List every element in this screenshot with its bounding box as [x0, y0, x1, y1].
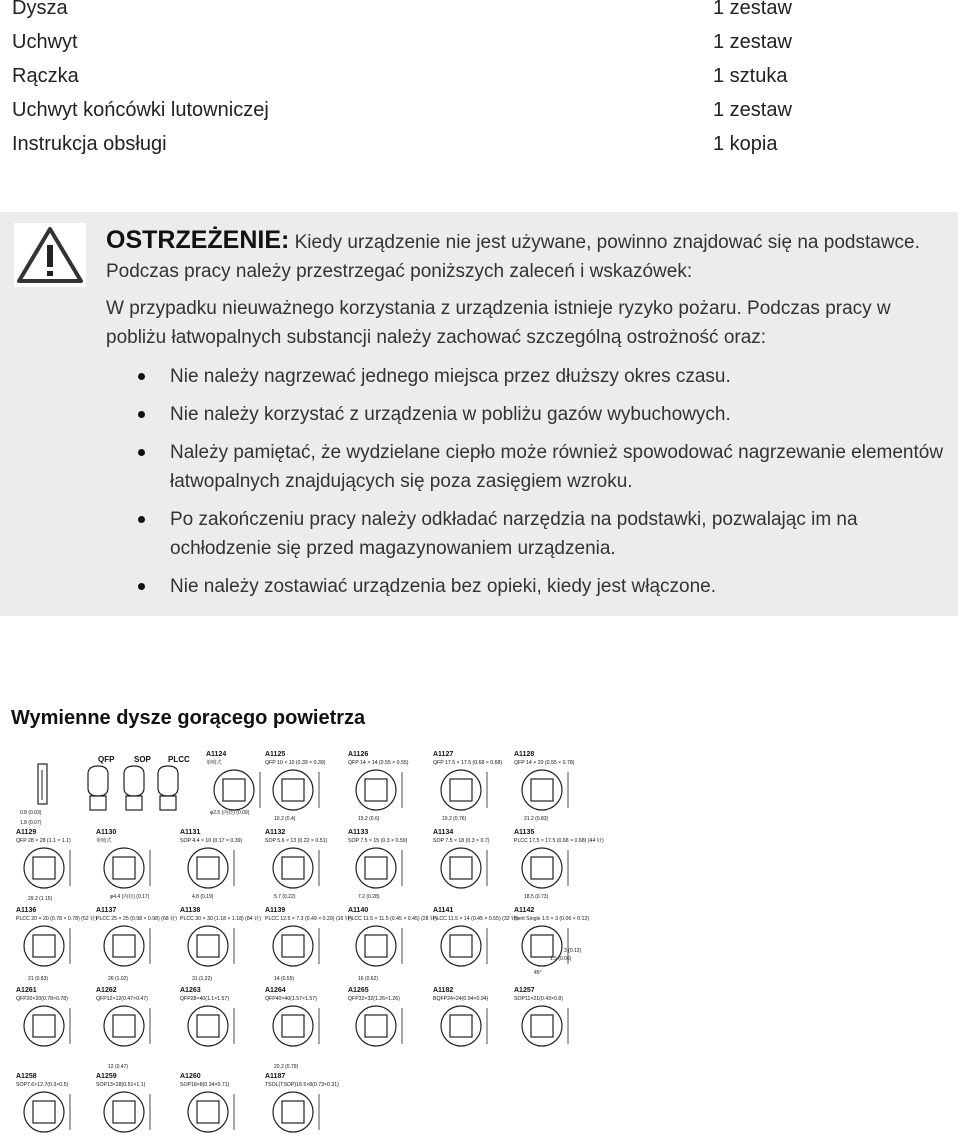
warning-box: [0, 212, 958, 616]
nozzle-model-description: SOP 7.5 × 15 (0.3 × 0.59): [348, 838, 408, 844]
nozzle-opening-drawing: [365, 857, 387, 879]
dimension-label: 5.7 (0.22): [274, 894, 296, 900]
dimension-label: 31 (1.22): [192, 976, 213, 982]
nozzle-opening-drawing: [197, 1015, 219, 1037]
nozzle-outline-drawing: [104, 1092, 144, 1132]
nozzle-outline-drawing: [188, 1006, 228, 1046]
nozzle-model-code: A1133: [348, 829, 369, 836]
nozzle-model-description: SOP18×8(0.34×0.71): [180, 1082, 230, 1088]
nozzle-opening-drawing: [365, 935, 387, 957]
nozzle-outline-drawing: [273, 848, 313, 888]
bullet-dot-icon: [138, 583, 145, 590]
nozzle-model-code: A1137: [96, 907, 117, 914]
warning-bullet-list: [138, 362, 948, 610]
nozzle-outline-drawing: [104, 1006, 144, 1046]
nozzle-opening-drawing: [223, 779, 245, 801]
nozzle-model-code: A1127: [433, 751, 454, 758]
nozzle-model-description: BQFP24×24(0.94×0.94): [433, 996, 489, 1002]
nozzle-outline-drawing: [356, 848, 396, 888]
item-name: Instrukcja obsługi: [12, 133, 167, 155]
nozzle-outline-drawing: [273, 926, 313, 966]
nozzle-opening-drawing: [33, 857, 55, 879]
nozzle-opening-drawing: [113, 1015, 135, 1037]
dimension-label: 15.2 (0.6): [358, 816, 380, 822]
bullet-dot-icon: [138, 516, 145, 523]
dimension-label: 29.2 (1.15): [28, 896, 53, 902]
nozzle-model-description: PLCC 25 × 25 (0.98 × 0.98) (68 针): [96, 916, 178, 922]
bullet-item: Nie należy zostawiać urządzenia bez opieki, kiedy jest włączone.: [138, 572, 948, 601]
nozzle-outline-drawing: [356, 1006, 396, 1046]
nozzle-opening-drawing: [365, 779, 387, 801]
nozzle-outline-drawing: [522, 770, 562, 810]
nozzle-opening-drawing: [531, 779, 553, 801]
nozzle-model-code: A1182: [433, 987, 454, 994]
item-name: Rączka: [12, 65, 79, 87]
dimension-label: 1.8 (0.07): [20, 820, 42, 826]
nozzle-model-description: QFP 14 × 20 (0.55 × 0.78): [514, 760, 575, 766]
nozzle-model-description: 单喷式: [96, 838, 112, 844]
nozzle-model-code: A1130: [96, 829, 117, 836]
nozzle-outline-drawing: [441, 848, 481, 888]
nozzle-body-drawing: [158, 766, 178, 796]
nozzle-opening-drawing: [450, 779, 472, 801]
section-title-nozzles: Wymienne dysze gorącego powietrza: [11, 707, 366, 729]
nozzle-model-code: A1142: [514, 907, 535, 914]
dimension-label: 21.2 (0.83): [524, 816, 549, 822]
nozzle-opening-drawing: [197, 935, 219, 957]
nozzle-outline-drawing: [441, 926, 481, 966]
nozzle-body-drawing: [88, 766, 108, 796]
nozzle-opening-drawing: [282, 1015, 304, 1037]
nozzle-opening-drawing: [33, 1015, 55, 1037]
dimension-label: 3 (0.12): [564, 948, 582, 954]
nozzle-outline-drawing: [24, 848, 64, 888]
nozzle-type-header: QFP: [98, 755, 115, 764]
nozzle-body-drawing: [160, 796, 176, 810]
item-name: Uchwyt: [12, 31, 78, 53]
nozzle-opening-drawing: [531, 1015, 553, 1037]
item-quantity: 1 zestaw: [713, 31, 792, 53]
nozzle-outline-drawing: [522, 1006, 562, 1046]
nozzle-opening-drawing: [197, 857, 219, 879]
nozzle-opening-drawing: [197, 1101, 219, 1123]
nozzle-type-header: PLCC: [168, 755, 190, 764]
nozzle-model-description: QFP12×12(0.47×0.47): [96, 996, 148, 1002]
item-quantity: 1 kopia: [713, 133, 778, 155]
nozzle-opening-drawing: [113, 935, 135, 957]
nozzle-model-description: PLCC 30 × 30 (1.18 × 1.18) (84 针): [180, 916, 262, 922]
nozzle-model-code: A1135: [514, 829, 535, 836]
dimension-label: φ2.5 (内径) (0.09): [210, 810, 250, 816]
nozzle-model-description: QFP 17.5 × 17.5 (0.68 × 0.68): [433, 760, 503, 766]
list-item: [12, 31, 912, 68]
dimension-label: φ4.4 (内径) (0.17): [110, 894, 150, 900]
list-item: [12, 133, 912, 170]
nozzle-outline-drawing: [273, 1092, 313, 1132]
nozzle-model-description: QFP28×40(1.1×1.57): [180, 996, 230, 1002]
nozzle-model-code: A1263: [180, 987, 201, 994]
nozzle-opening-drawing: [33, 1101, 55, 1123]
nozzle-opening-drawing: [33, 935, 55, 957]
nozzle-model-description: QFP 28 × 28 (1.1 × 1.1): [16, 838, 71, 844]
list-item: [12, 65, 912, 102]
list-item: [12, 99, 912, 136]
item-quantity: 1 zestaw: [713, 0, 792, 19]
nozzle-outline-drawing: [24, 1006, 64, 1046]
nozzle-model-code: A1258: [16, 1073, 37, 1080]
dimension-label: 18.5 (0.73): [524, 894, 549, 900]
nozzle-model-code: A1260: [180, 1073, 201, 1080]
nozzle-model-description: PLCC 17.5 × 17.5 (0.68 × 0.68) (44 针): [514, 838, 604, 844]
nozzle-model-description: PLCC 11.5 × 11.5 (0.45 × 0.45) (28 针): [348, 916, 437, 922]
nozzle-model-code: A1262: [96, 987, 117, 994]
nozzle-outline-drawing: [356, 926, 396, 966]
nozzle-opening-drawing: [531, 935, 553, 957]
nozzle-outline-drawing: [188, 1092, 228, 1132]
nozzle-model-description: SOP13×28(0.51×1.1): [96, 1082, 146, 1088]
nozzle-model-description: PLCC 11.5 × 14 (0.45 × 0.55) (32 针): [433, 916, 518, 922]
bullet-item: Nie należy korzystać z urządzenia w pobliżu gazów wybuchowych.: [138, 400, 948, 429]
bullet-dot-icon: [138, 411, 145, 418]
nozzle-model-code: A1125: [265, 751, 286, 758]
dimension-label: 26 (1.02): [108, 976, 129, 982]
bullet-dot-icon: [138, 373, 145, 380]
item-name: Dysza: [12, 0, 68, 19]
nozzle-opening-drawing: [282, 1101, 304, 1123]
item-name: Uchwyt końcówki lutowniczej: [12, 99, 269, 121]
nozzle-type-header: SOP: [134, 755, 151, 764]
bullet-item: Po zakończeniu pracy należy odkładać narzędzia na podstawki, pozwalając im na ochłodzenie się przed magazynowaniem urządzenia.: [138, 505, 948, 563]
nozzle-opening-drawing: [531, 857, 553, 879]
nozzle-outline-drawing: [214, 770, 254, 810]
nozzle-model-code: A1261: [16, 987, 37, 994]
nozzle-opening-drawing: [282, 935, 304, 957]
nozzle-model-code: A1126: [348, 751, 369, 758]
dimension-label: 0.8 (0.03): [20, 810, 42, 816]
nozzle-outline-drawing: [441, 1006, 481, 1046]
nozzle-opening-drawing: [365, 1015, 387, 1037]
dimension-label: 19.2 (0.76): [442, 816, 467, 822]
contents-list: [12, 0, 912, 170]
nozzle-model-description: QFP40×40(1.57×1.57): [265, 996, 317, 1002]
warning-triangle-icon: [14, 223, 86, 287]
nozzle-model-description: QFP20×20(0.78×0.78): [16, 996, 68, 1002]
nozzle-model-description: PLCC 12.5 × 7.3 (0.49 × 0.29) (16 针): [265, 916, 352, 922]
nozzle-body-drawing: [124, 766, 144, 796]
nozzle-model-description: 单喷式: [206, 760, 222, 766]
nozzle-opening-drawing: [450, 1015, 472, 1037]
nozzle-model-description: SOP 4.4 × 10 (0.17 × 0.39): [180, 838, 243, 844]
nozzle-model-description: QFP32×32(1.26×1.26): [348, 996, 400, 1002]
nozzle-model-code: A1136: [16, 907, 37, 914]
nozzle-outline-drawing: [188, 926, 228, 966]
nozzle-outline-drawing: [104, 926, 144, 966]
warning-intro: [106, 226, 936, 286]
nozzle-model-code: A1265: [348, 987, 369, 994]
nozzle-model-code: A1138: [180, 907, 201, 914]
nozzle-model-code: A1140: [348, 907, 369, 914]
nozzle-model-description: QFP 14 × 14 (0.55 × 0.55): [348, 760, 409, 766]
nozzle-model-code: A1257: [514, 987, 535, 994]
nozzle-model-code: A1264: [265, 987, 286, 994]
nozzle-outline-drawing: [356, 770, 396, 810]
nozzle-model-description: QFP 10 × 10 (0.39 × 0.39): [265, 760, 326, 766]
nozzle-opening-drawing: [450, 857, 472, 879]
nozzle-model-description: SOP 5.6 × 13 (0.22 × 0.51): [265, 838, 328, 844]
nozzle-opening-drawing: [282, 857, 304, 879]
nozzle-model-description: TSOL(TSOP)18.5×8(0.73×0.31): [265, 1082, 339, 1088]
nozzle-model-code: A1128: [514, 751, 535, 758]
dimension-label: 16 (0.62): [358, 976, 379, 982]
nozzle-outline-drawing: [273, 1006, 313, 1046]
nozzle-model-code: A1124: [206, 751, 227, 758]
item-quantity: 1 zestaw: [713, 99, 792, 121]
bullet-dot-icon: [138, 449, 145, 456]
nozzle-model-description: PLCC 20 × 20 (0.78 × 0.78) (52 针): [16, 916, 98, 922]
nozzle-model-description: SOP11×21(0.43×0.8): [514, 996, 563, 1002]
nozzle-outline-drawing: [24, 1092, 64, 1132]
nozzle-model-description: Bent Single 1.5 × 3 (0.06 × 0.12): [514, 916, 589, 922]
nozzle-model-code: A1187: [265, 1073, 286, 1080]
nozzle-catalog-figure: [12, 748, 604, 1146]
nozzle-model-code: A1259: [96, 1073, 117, 1080]
nozzle-model-code: A1139: [265, 907, 286, 914]
nozzle-outline-drawing: [441, 770, 481, 810]
nozzle-outline-drawing: [104, 848, 144, 888]
warning-title: OSTRZEŻENIE:: [106, 226, 290, 254]
warning-paragraph: W przypadku nieuważnego korzystania z urządzenia istnieje ryzyko pożaru. Podczas pracy w pobliżu łatwopalnych substancji należy zachować szczególną ostrożność oraz:: [106, 298, 891, 348]
dimension-label: 45°: [534, 970, 542, 976]
nozzle-model-code: A1141: [433, 907, 454, 914]
nozzle-outline-drawing: [273, 770, 313, 810]
nozzle-outline-drawing: [24, 926, 64, 966]
dimension-label: 10.2 (0.4): [274, 816, 296, 822]
warning-intro-text: Kiedy urządzenie nie jest używane, powinno znajdować się na podstawce. Podczas pracy należy przestrzegać poniższych zaleceń i wskazówek:: [106, 232, 920, 282]
nozzle-body-drawing: [126, 796, 142, 810]
bullet-item: Należy pamiętać, że wydzielane ciepło może również spowodować nagrzewanie elementów łatwopalnych znajdujących się poza zasięgiem wzroku.: [138, 438, 948, 496]
nozzle-opening-drawing: [282, 779, 304, 801]
nozzle-model-code: A1129: [16, 829, 37, 836]
nozzle-opening-drawing: [450, 935, 472, 957]
dimension-label: 12 (0.47): [108, 1064, 129, 1070]
nozzle-outline-drawing: [188, 848, 228, 888]
dimension-label: 7.2 (0.28): [358, 894, 380, 900]
nozzle-model-code: A1134: [433, 829, 454, 836]
dimension-label: 21 (0.83): [28, 976, 49, 982]
dimension-label: 20.2 (0.79): [274, 1064, 299, 1070]
dimension-label: 14 (0.55): [274, 976, 295, 982]
bullet-item: Nie należy nagrzewać jednego miejsca przez dłuższy okres czasu.: [138, 362, 948, 391]
list-item: [12, 0, 912, 34]
nozzle-opening-drawing: [113, 857, 135, 879]
item-quantity: 1 sztuka: [713, 65, 788, 87]
nozzle-outline-drawing: [522, 848, 562, 888]
nozzle-model-description: SOP 7.5 × 18 (0.3 × 0.7): [433, 838, 490, 844]
nozzle-model-code: A1131: [180, 829, 201, 836]
nozzle-opening-drawing: [113, 1101, 135, 1123]
nozzle-model-code: A1132: [265, 829, 286, 836]
nozzle-model-description: SOP7.6×12.7(0.3×0.5): [16, 1082, 69, 1088]
dimension-label: 1.5 (0.06): [550, 956, 572, 962]
dimension-label: 4.8 (0.19): [192, 894, 214, 900]
nozzle-body-drawing: [90, 796, 106, 810]
